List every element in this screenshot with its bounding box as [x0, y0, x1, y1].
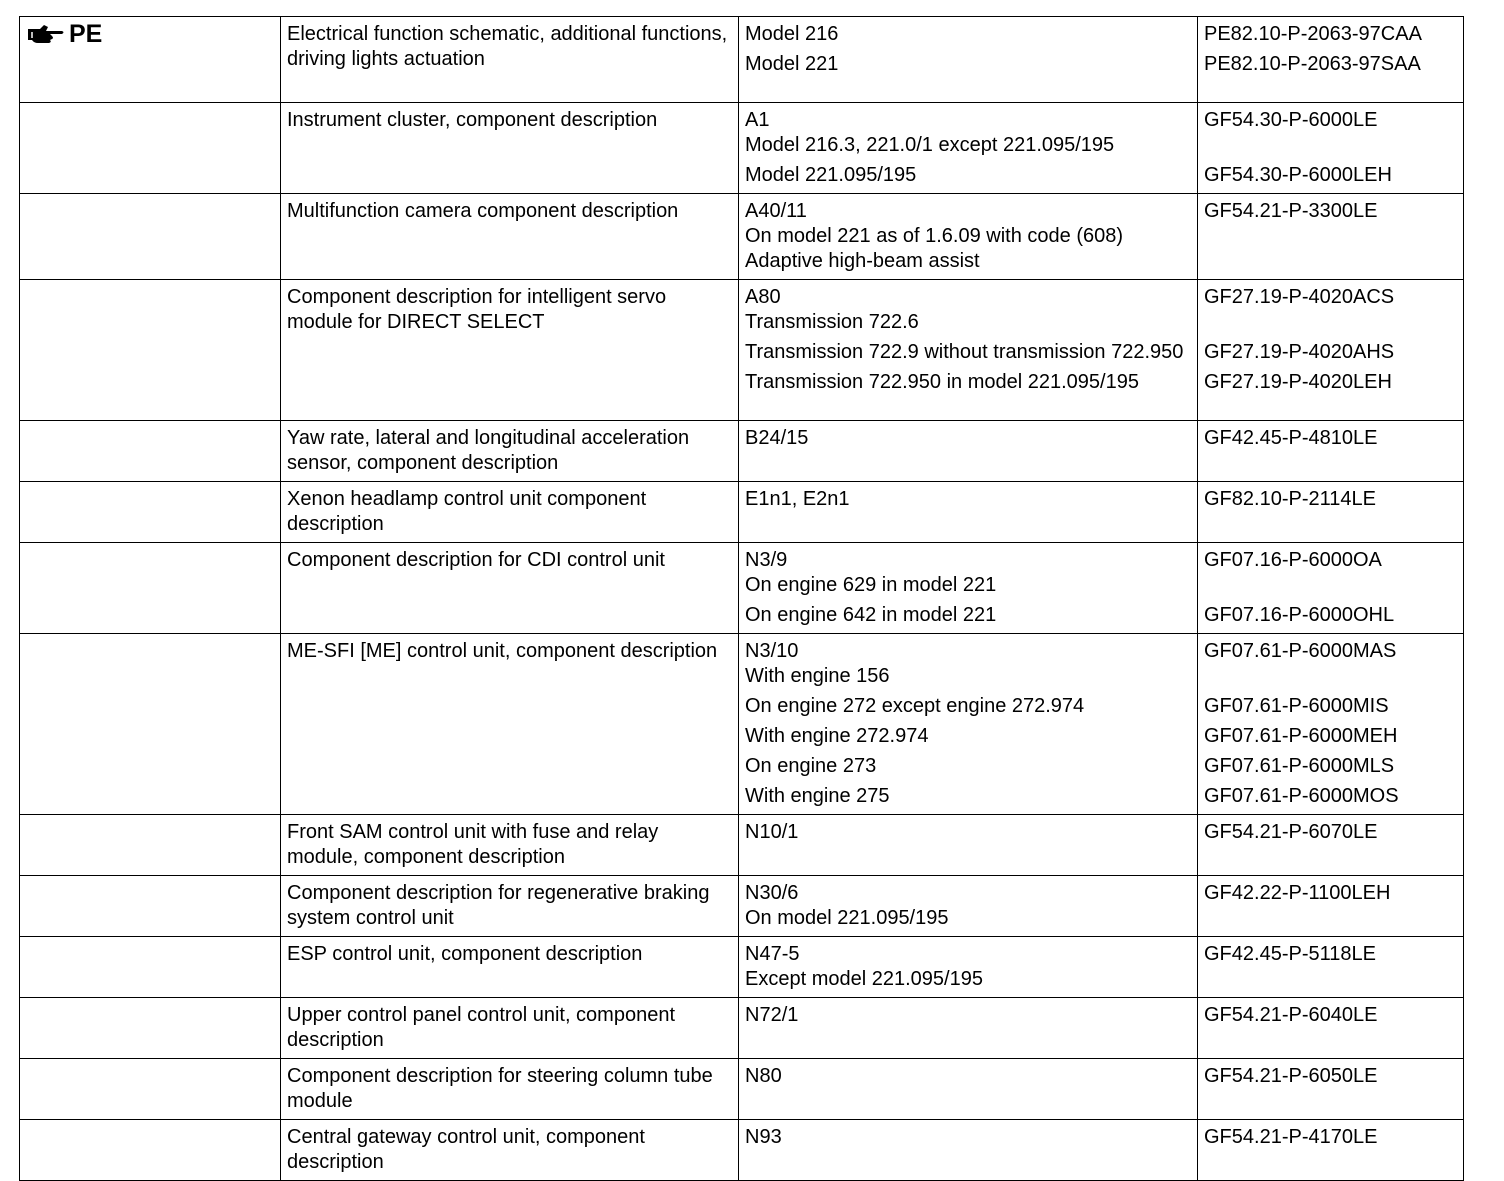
- marker-cell: [20, 1059, 281, 1120]
- description-cell: [281, 815, 739, 876]
- applicability-text: On engine 642 in model 221: [745, 604, 997, 626]
- document-cell: [1198, 876, 1464, 937]
- applicability-text: A1 Model 216.3, 221.0/1 except 221.095/195: [745, 109, 1115, 156]
- table-row: [20, 1120, 1464, 1181]
- document-number: GF07.61-P-6000MLS: [1204, 755, 1395, 777]
- description-cell: [281, 280, 739, 421]
- applicability-text: Model 221.095/195: [745, 164, 917, 186]
- document-number: GF54.21-P-6070LE: [1204, 821, 1378, 843]
- table-row: [20, 194, 1464, 280]
- marker-cell: [20, 103, 281, 194]
- component-description: Central gateway control unit, component description: [287, 1126, 645, 1173]
- reference-table-body: [20, 17, 1464, 1181]
- table-row: [20, 482, 1464, 543]
- marker-cell: [20, 1120, 281, 1181]
- document-number: GF27.19-P-4020ACS: [1204, 286, 1395, 308]
- applicability-text: N47-5 Except model 221.095/195: [745, 943, 983, 990]
- applicability-cell: [739, 543, 1198, 634]
- applicability-cell: [739, 876, 1198, 937]
- description-cell: [281, 1059, 739, 1120]
- table-row: [20, 634, 1464, 815]
- document-cell: [1198, 17, 1464, 103]
- pe-label: PE: [69, 20, 103, 48]
- document-number: GF54.30-P-6000LE: [1204, 109, 1378, 131]
- description-cell: [281, 937, 739, 998]
- document-number: GF54.30-P-6000LEH: [1204, 164, 1392, 186]
- marker-cell: [20, 280, 281, 421]
- applicability-text: On engine 273: [745, 755, 877, 777]
- applicability-text: A40/11 On model 221 as of 1.6.09 with code (608) Adaptive high-beam assist: [745, 200, 1124, 272]
- document-cell: [1198, 280, 1464, 421]
- applicability-text: N3/9 On engine 629 in model 221: [745, 549, 997, 596]
- applicability-cell: [739, 421, 1198, 482]
- document-number: GF27.19-P-4020LEH: [1204, 371, 1392, 393]
- document-number: GF54.21-P-3300LE: [1204, 200, 1378, 222]
- document-number: GF07.61-P-6000MOS: [1204, 785, 1399, 807]
- marker-cell: [20, 17, 281, 103]
- description-cell: [281, 543, 739, 634]
- component-description: Component description for regenerative braking system control unit: [287, 882, 710, 929]
- document-number: GF07.16-P-6000OA: [1204, 549, 1382, 571]
- document-cell: [1198, 543, 1464, 634]
- table-row: [20, 543, 1464, 634]
- document-number: GF27.19-P-4020AHS: [1204, 341, 1395, 363]
- document-cell: [1198, 1120, 1464, 1181]
- table-row: [20, 1059, 1464, 1120]
- document-number: GF07.61-P-6000MAS: [1204, 640, 1397, 662]
- applicability-text: N80: [745, 1065, 782, 1087]
- applicability-text: With engine 272.974: [745, 725, 929, 747]
- marker-cell: [20, 543, 281, 634]
- applicability-text: B24/15: [745, 427, 809, 449]
- applicability-cell: [739, 280, 1198, 421]
- applicability-cell: [739, 103, 1198, 194]
- table-row: [20, 17, 1464, 103]
- document-number: GF82.10-P-2114LE: [1204, 488, 1376, 510]
- document-number: PE82.10-P-2063-97SAA: [1204, 53, 1421, 75]
- table-row: [20, 815, 1464, 876]
- description-cell: [281, 876, 739, 937]
- applicability-text: N72/1: [745, 1004, 799, 1026]
- component-description: Yaw rate, lateral and longitudinal acceleration sensor, component description: [287, 427, 690, 474]
- document-cell: [1198, 103, 1464, 194]
- applicability-text: On engine 272 except engine 272.974: [745, 695, 1085, 717]
- marker-cell: [20, 998, 281, 1059]
- reference-table: [19, 16, 1464, 1181]
- document-number: GF54.21-P-6040LE: [1204, 1004, 1378, 1026]
- applicability-cell: [739, 815, 1198, 876]
- description-cell: [281, 421, 739, 482]
- applicability-cell: [739, 1120, 1198, 1181]
- component-description: ME-SFI [ME] control unit, component description: [287, 640, 718, 662]
- component-description: Xenon headlamp control unit component description: [287, 488, 647, 535]
- document-cell: [1198, 634, 1464, 815]
- description-cell: [281, 103, 739, 194]
- component-description: Component description for CDI control unit: [287, 549, 665, 571]
- component-description: Multifunction camera component description: [287, 200, 679, 222]
- applicability-text: Transmission 722.9 without transmission 722.950: [745, 341, 1184, 363]
- marker-cell: [20, 634, 281, 815]
- document-number: GF07.61-P-6000MEH: [1204, 725, 1398, 747]
- component-description: Front SAM control unit with fuse and relay module, component description: [287, 821, 659, 868]
- table-row: [20, 103, 1464, 194]
- applicability-text: N30/6 On model 221.095/195: [745, 882, 949, 929]
- applicability-cell: [739, 998, 1198, 1059]
- document-cell: [1198, 1059, 1464, 1120]
- marker-cell: [20, 815, 281, 876]
- applicability-text: Model 216: [745, 23, 839, 45]
- component-description: Component description for steering column tube module: [287, 1065, 713, 1112]
- document-number: GF42.22-P-1100LEH: [1204, 882, 1391, 904]
- applicability-text: N10/1: [745, 821, 799, 843]
- document-number: GF07.61-P-6000MIS: [1204, 695, 1389, 717]
- document-number: GF54.21-P-4170LE: [1204, 1126, 1378, 1148]
- applicability-text: E1n1, E2n1: [745, 488, 850, 510]
- description-cell: [281, 17, 739, 103]
- component-description: Upper control panel control unit, component description: [287, 1004, 676, 1051]
- table-row: [20, 937, 1464, 998]
- table-row: [20, 998, 1464, 1059]
- component-description: Instrument cluster, component description: [287, 109, 658, 131]
- document-number: GF07.16-P-6000OHL: [1204, 604, 1395, 626]
- description-cell: [281, 1120, 739, 1181]
- table-row: [20, 280, 1464, 421]
- marker-cell: [20, 937, 281, 998]
- component-description: ESP control unit, component description: [287, 943, 643, 965]
- document-number: GF54.21-P-6050LE: [1204, 1065, 1378, 1087]
- component-description: Electrical function schematic, additional functions, driving lights actuation: [287, 23, 728, 70]
- pe-marker: [26, 22, 102, 47]
- marker-cell: [20, 194, 281, 280]
- applicability-text: Transmission 722.950 in model 221.095/195: [745, 371, 1139, 393]
- applicability-cell: [739, 634, 1198, 815]
- document-cell: [1198, 998, 1464, 1059]
- document-number: GF42.45-P-5118LE: [1204, 943, 1376, 965]
- applicability-cell: [739, 194, 1198, 280]
- component-description: Component description for intelligent servo module for DIRECT SELECT: [287, 286, 667, 333]
- pointing-hand-icon: [26, 23, 66, 47]
- applicability-cell: [739, 937, 1198, 998]
- document-number: GF42.45-P-4810LE: [1204, 427, 1378, 449]
- applicability-cell: [739, 482, 1198, 543]
- description-cell: [281, 194, 739, 280]
- table-row: [20, 876, 1464, 937]
- applicability-cell: [739, 1059, 1198, 1120]
- applicability-text: A80 Transmission 722.6: [745, 286, 919, 333]
- description-cell: [281, 998, 739, 1059]
- document-cell: [1198, 421, 1464, 482]
- applicability-cell: [739, 17, 1198, 103]
- marker-cell: [20, 421, 281, 482]
- document-cell: [1198, 937, 1464, 998]
- document-number: PE82.10-P-2063-97CAA: [1204, 23, 1422, 45]
- marker-cell: [20, 482, 281, 543]
- description-cell: [281, 482, 739, 543]
- document-cell: [1198, 482, 1464, 543]
- description-cell: [281, 634, 739, 815]
- applicability-text: N93: [745, 1126, 782, 1148]
- applicability-text: N3/10 With engine 156: [745, 640, 890, 687]
- applicability-text: With engine 275: [745, 785, 890, 807]
- table-row: [20, 421, 1464, 482]
- applicability-text: Model 221: [745, 53, 839, 75]
- document-cell: [1198, 194, 1464, 280]
- marker-cell: [20, 876, 281, 937]
- document-cell: [1198, 815, 1464, 876]
